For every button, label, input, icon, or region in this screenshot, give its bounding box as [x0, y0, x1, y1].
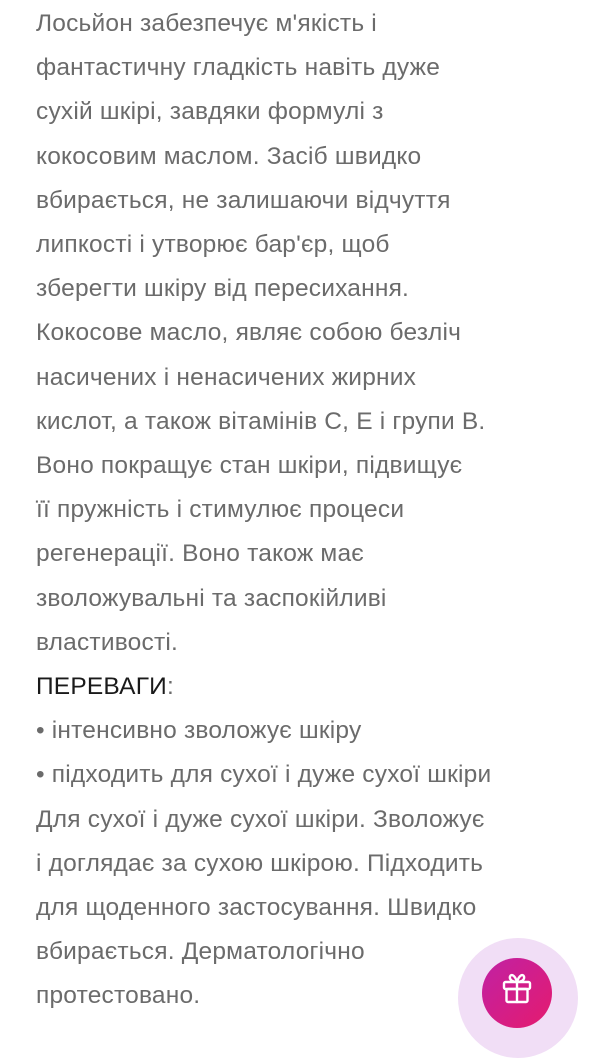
description-line: насичених і ненасичених жирних: [36, 363, 417, 391]
description-line: кислот, а також вітамінів C, E і групи B.: [36, 407, 486, 435]
description-line: зберегти шкіру від пересихання.: [36, 275, 410, 303]
usage-line: вбирається. Дерматологічно: [36, 938, 365, 966]
gift-button-circle[interactable]: [482, 958, 552, 1028]
advantage-item: • інтенсивно зволожує шкіру: [36, 717, 362, 745]
description-paragraph: [36, 2, 596, 665]
usage-line: і доглядає за сухою шкірою. Підходить: [36, 849, 484, 877]
description-line: Лосьйон забезпечує м'якість і: [36, 10, 377, 37]
advantage-item: • підходить для сухої і дуже сухої шкіри: [36, 761, 492, 789]
description-line: фантастичну гладкість навіть дуже: [36, 54, 441, 82]
description-line: липкості і утворює бар'єр, щоб: [36, 231, 390, 259]
advantages-heading-colon: :: [166, 673, 174, 701]
advantages-heading: [36, 665, 596, 709]
gift-button[interactable]: [458, 938, 578, 1058]
gift-icon: [500, 970, 534, 1004]
product-description: [36, 2, 596, 1019]
advantages-list: [36, 709, 596, 797]
usage-line: для щоденного застосування. Швидко: [36, 894, 477, 922]
usage-line: протестовано.: [36, 982, 201, 1010]
description-line: сухій шкірі, завдяки формулі з: [36, 98, 384, 126]
description-line: вбирається, не залишаючи відчуття: [36, 186, 451, 214]
description-line: кокосовим маслом. Засіб швидко: [36, 142, 422, 170]
description-line: Кокосове масло, являє собою безліч: [36, 319, 462, 347]
description-line: властивості.: [36, 628, 179, 656]
description-line: зволожувальні та заспокійливі: [36, 584, 387, 612]
description-line: її пружність і стимулює процеси: [36, 496, 405, 524]
usage-line: Для сухої і дуже сухої шкіри. Зволожує: [36, 805, 485, 833]
description-line: Воно покращує стан шкіри, підвищує: [36, 452, 463, 480]
description-line: регенерації. Воно також має: [36, 540, 364, 568]
advantages-heading-text: ПЕРЕВАГИ: [36, 673, 167, 701]
